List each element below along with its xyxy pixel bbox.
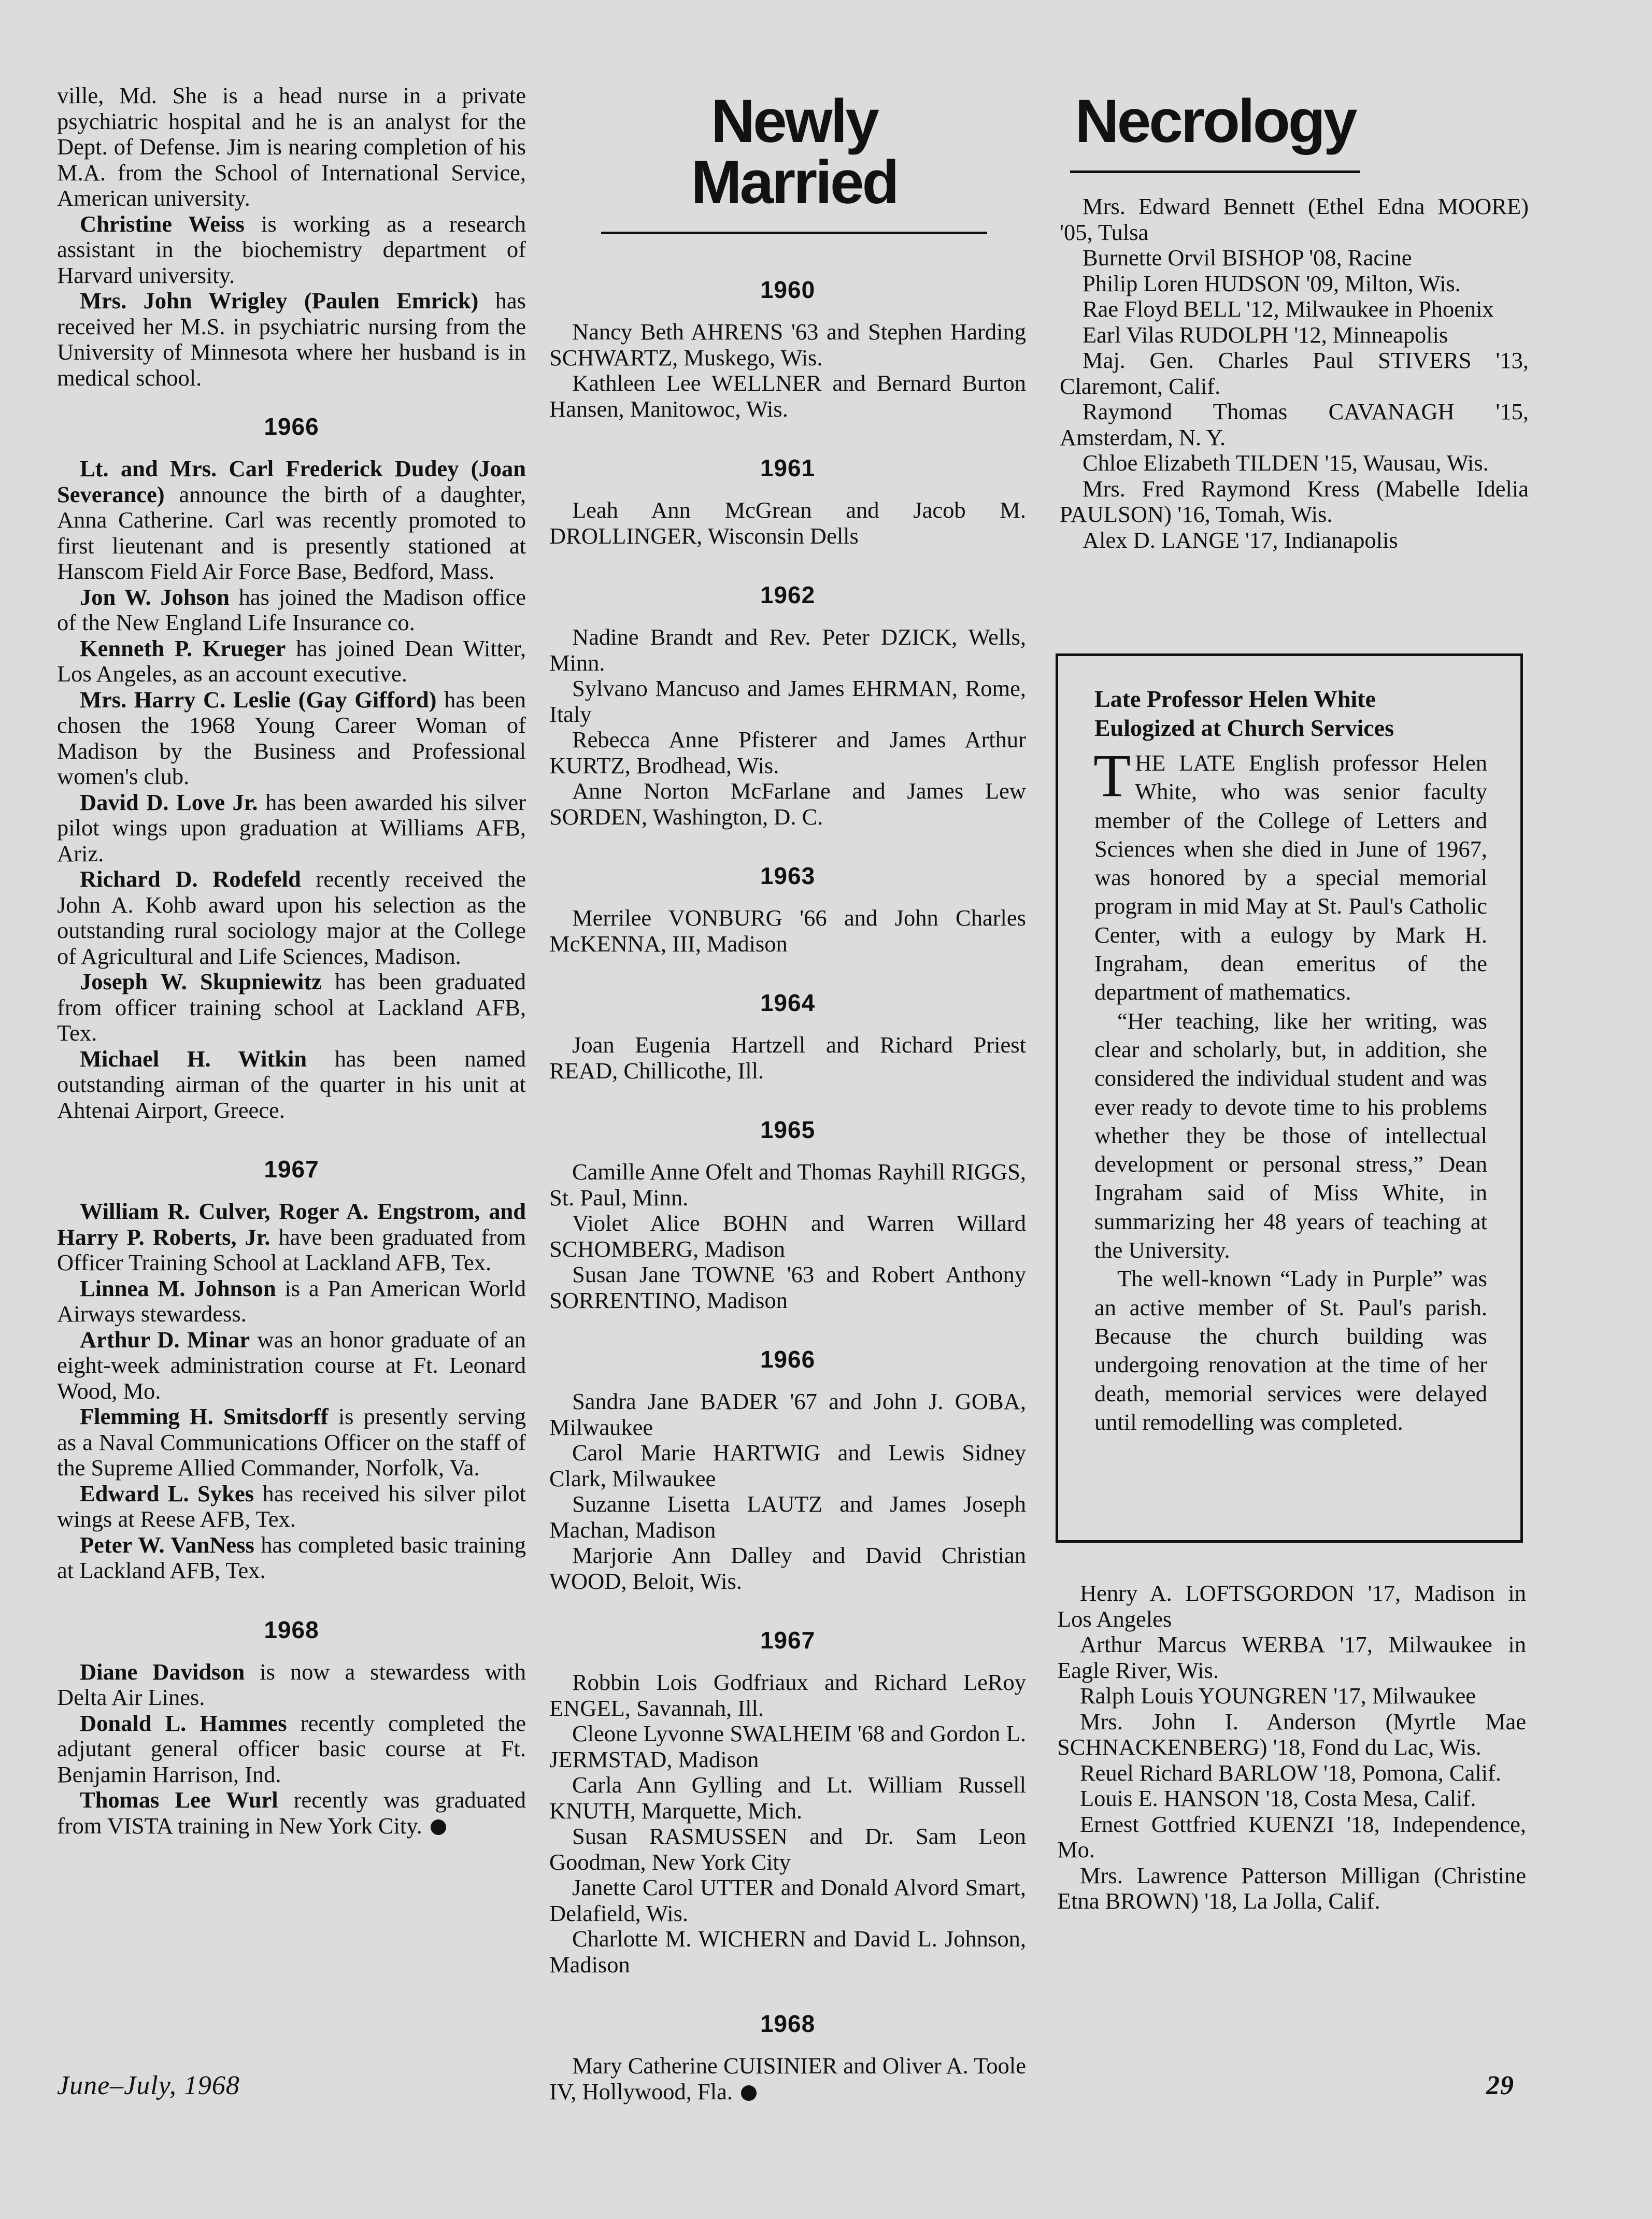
year-heading: 1965 xyxy=(760,1116,816,1143)
note-item: Linnea M. Johnson is a Pan American World Airways stewardess. xyxy=(57,1275,526,1327)
note-item: Edward L. Sykes has received his silver pilot wings at Reese AFB, Tex. xyxy=(57,1480,526,1532)
necrology-entry: Earl Vilas RUDOLPH '12, Minneapolis xyxy=(1083,321,1448,348)
person-name: Flemming H. Smitsdorff xyxy=(80,1403,329,1429)
marriage-entry: Merrilee VONBURG '66 and John Charles McKENNA, III, Madison xyxy=(549,905,1026,957)
newly-married-column xyxy=(549,87,1026,2104)
marriage-entry: Violet Alice BOHN and Warren Willard SCHOMBERG, Madison xyxy=(549,1210,1026,1262)
year-heading: 1960 xyxy=(760,276,816,303)
person-name: Joseph W. Skupniewitz xyxy=(80,969,322,994)
note-item: Thomas Lee Wurl recently was graduated from VISTA training in New York City. xyxy=(57,1787,526,1839)
person-name: Mrs. Harry C. Leslie (Gay Gifford) xyxy=(80,686,437,713)
person-name: Michael H. Witkin xyxy=(80,1045,307,1072)
year-heading: 1964 xyxy=(760,989,816,1016)
drop-cap: T xyxy=(1093,742,1131,809)
note-item: Kenneth P. Krueger has joined Dean Witter, Los Angeles, as an account executive. xyxy=(57,635,526,687)
year-heading: 1963 xyxy=(760,862,816,889)
person-name: Arthur D. Minar xyxy=(80,1326,250,1353)
marriage-entry: Marjorie Ann Dalley and David Christian WOOD, Beloit, Wis. xyxy=(549,1542,1026,1594)
note-item: Christine Weiss is working as a research assistant in the biochemistry department of Harvard university. xyxy=(57,210,526,288)
necrology-entry: Philip Loren HUDSON '09, Milton, Wis. xyxy=(1083,270,1461,296)
year-heading: 1966 xyxy=(264,413,319,440)
marriage-entry: Nancy Beth AHRENS '63 and Stephen Harding SCHWARTZ, Muskego, Wis. xyxy=(549,319,1026,371)
marriage-entry: Carol Marie HARTWIG and Lewis Sidney Clark, Milwaukee xyxy=(549,1440,1026,1491)
notes-group xyxy=(57,456,526,1123)
note-item: Michael H. Witkin has been named outstanding airman of the quarter in his unit at Ahtenai Airport, Greece. xyxy=(57,1045,526,1123)
note-item: Richard D. Rodefeld recently received the John A. Kohb award upon his selection as the outstanding rural sociology major at the College of Agricultural and Life Sciences, Madison. xyxy=(57,866,526,969)
necrology-entry: Raymond Thomas CAVANAGH '15, Amsterdam, N. Y. xyxy=(1060,399,1529,450)
note-item: William R. Culver, Roger A. Engstrom, and Harry P. Roberts, Jr. have been graduated from Officer Training School at Lackland AFB, Tex. xyxy=(57,1198,526,1275)
person-name: Jon W. Johson xyxy=(80,584,230,610)
section-title: Necrology xyxy=(1070,91,1360,173)
page-number: 29 xyxy=(1486,2071,1514,2100)
note-item: Peter W. VanNess has completed basic training at Lackland AFB, Tex. xyxy=(57,1531,526,1583)
year-heading: 1967 xyxy=(264,1156,319,1183)
necrology-list xyxy=(1060,194,1529,553)
marriage-entry: Cleone Lyvonne SWALHEIM '68 and Gordon L. JERMSTAD, Madison xyxy=(549,1720,1026,1772)
year-heading: 1967 xyxy=(760,1627,816,1654)
article-paragraph: THE LATE English professor Helen White, who was senior faculty member of the College of Letters and Sciences when she died in June of 1967, was honored by a special memorial program in mid May at St. Paul's Catholic Center, with a eulogy by Mark H. Ingraham, dean emeritus of the department of mathematics. xyxy=(1093,742,1487,1005)
necrology-entry: Henry A. LOFTSGORDON '17, Madison in Los Angeles xyxy=(1057,1580,1526,1632)
note-item: Lt. and Mrs. Carl Frederick Dudey (Joan Severance) announce the birth of a daughter, Anna Catherine. Carl was recently promoted to first lieutenant and is presently stationed at Hanscom Field Air Force Base, Bedford, Mass. xyxy=(57,456,526,584)
necrology-list xyxy=(1057,1581,1526,1914)
issue-date: June–July, 1968 xyxy=(57,2071,240,2100)
year-heading: 1968 xyxy=(264,1616,319,1643)
marriage-entry: Anne Norton McFarlane and James Lew SORDEN, Washington, D. C. xyxy=(549,778,1026,830)
note-item: Jon W. Johson has joined the Madison office of the New England Life Insurance co. xyxy=(57,584,526,635)
necrology-entry: Rae Floyd BELL '12, Milwaukee in Phoenix xyxy=(1083,296,1494,322)
marriage-entry: Carla Ann Gylling and Lt. William Russell KNUTH, Marquette, Mich. xyxy=(549,1772,1026,1824)
marriage-entry: Leah Ann McGrean and Jacob M. DROLLINGER, Wisconsin Dells xyxy=(549,497,1026,549)
note-item: David D. Love Jr. has been awarded his silver pilot wings upon graduation at Williams AFB, Ariz. xyxy=(57,789,526,866)
person-name: Donald L. Hammes xyxy=(80,1710,287,1736)
marriage-entry: Sylvano Mancuso and James EHRMAN, Rome, Italy xyxy=(549,675,1026,727)
notes-group xyxy=(57,211,526,391)
article-paragraph: The well-known “Lady in Purple” was an active member of St. Paul's parish. Because the church building was undergoing renovation at the time of her death, memorial services were delayed until remodelling was completed. xyxy=(1094,1265,1487,1435)
necrology-entry: Ralph Louis YOUNGREN '17, Milwaukee xyxy=(1080,1683,1476,1709)
person-name: Thomas Lee Wurl xyxy=(80,1787,278,1813)
necrology-entry: Burnette Orvil BISHOP '08, Racine xyxy=(1083,245,1412,271)
person-name: Peter W. VanNess xyxy=(80,1531,254,1558)
note-item: Mrs. Harry C. Leslie (Gay Gifford) has been chosen the 1968 Young Career Woman of Madison by the Business and Professional women's club. xyxy=(57,686,526,789)
note-item: Diane Davidson is now a stewardess with Delta Air Lines. xyxy=(57,1658,526,1710)
marriage-entry: Suzanne Lisetta LAUTZ and James Joseph Machan, Madison xyxy=(549,1491,1026,1543)
necrology-entry: Alex D. LANGE '17, Indianapolis xyxy=(1083,527,1398,553)
necrology-entry: Ernest Gottfried KUENZI '18, Independence, Mo. xyxy=(1057,1811,1526,1862)
necrology-column xyxy=(1060,87,1529,553)
marriage-entry: Joan Eugenia Hartzell and Richard Priest READ, Chillicothe, Ill. xyxy=(549,1032,1026,1084)
necrology-entry: Mrs. Lawrence Patterson Milligan (Christine Etna BROWN) '18, La Jolla, Calif. xyxy=(1057,1862,1526,1914)
note-item: Flemming H. Smitsdorff is presently serving as a Naval Communications Officer on the staff of the Supreme Allied Commander, Norfolk, Va. xyxy=(57,1403,526,1481)
year-heading: 1966 xyxy=(760,1346,816,1373)
necrology-entry: Reuel Richard BARLOW '18, Pomona, Calif. xyxy=(1080,1759,1502,1786)
intro-paragraph: ville, Md. She is a head nurse in a private psychiatric hospital and he is an analyst for the Dept. of Defense. Jim is nearing completion of his M.A. from the School of International Service, American university. xyxy=(57,82,526,211)
person-name: William R. Culver, Roger A. Engstrom, and Harry P. Roberts, Jr. xyxy=(57,1198,526,1250)
article-title: Late Professor Helen White Eulogized at Church Services xyxy=(1094,686,1394,741)
marriage-entry: Nadine Brandt and Rev. Peter DZICK, Wells, Minn. xyxy=(549,624,1026,676)
article-paragraph: “Her teaching, like her writing, was clear and scholarly, but, in addition, she considered the individual student and was ever ready to devote time to his problems whether they be those of intellectual development or personal stress,” Dean Ingraham said of Miss White, in summarizing her 48 years of teaching at the University. xyxy=(1094,1007,1487,1263)
person-name: Kenneth P. Krueger xyxy=(80,635,286,661)
year-heading: 1961 xyxy=(760,454,816,481)
marriage-entry: Sandra Jane BADER '67 and John J. GOBA, Milwaukee xyxy=(549,1388,1026,1440)
class-notes-column xyxy=(57,83,526,1839)
person-name: Lt. and Mrs. Carl Frederick Dudey (Joan Severance) xyxy=(57,456,526,507)
notes-group xyxy=(57,1659,526,1839)
person-name: Christine Weiss xyxy=(80,210,245,237)
necrology-entry: Chloe Elizabeth TILDEN '15, Wausau, Wis. xyxy=(1083,450,1489,476)
note-item: Arthur D. Minar was an honor graduate of an eight-week administration course at Ft. Leonard Wood, Mo. xyxy=(57,1326,526,1404)
necrology-entry: Arthur Marcus WERBA '17, Milwaukee in Eagle River, Wis. xyxy=(1057,1631,1526,1683)
year-heading: 1962 xyxy=(760,581,816,608)
necrology-entry: Louis E. HANSON '18, Costa Mesa, Calif. xyxy=(1080,1785,1476,1811)
marriage-entry: Kathleen Lee WELLNER and Bernard Burton Hansen, Manitowoc, Wis. xyxy=(549,370,1026,422)
necrology-entry: Mrs. Fred Raymond Kress (Mabelle Idelia PAULSON) '16, Tomah, Wis. xyxy=(1060,475,1529,527)
marriage-entry: Susan RASMUSSEN and Dr. Sam Leon Goodman, New York City xyxy=(549,1823,1026,1875)
necrology-entry: Mrs. Edward Bennett (Ethel Edna MOORE) '05, Tulsa xyxy=(1060,193,1529,245)
marriage-entry: Robbin Lois Godfriaux and Richard LeRoy ENGEL, Savannah, Ill. xyxy=(549,1669,1026,1721)
end-bullet-icon xyxy=(741,2085,757,2101)
marriage-entry: Susan Jane TOWNE '63 and Robert Anthony SORRENTINO, Madison xyxy=(549,1261,1026,1313)
year-heading: 1968 xyxy=(760,2010,816,2037)
marriage-entry: Rebecca Anne Pfisterer and James Arthur KURTZ, Brodhead, Wis. xyxy=(549,727,1026,778)
section-title: Newly Married xyxy=(601,91,987,234)
necrology-entry: Maj. Gen. Charles Paul STIVERS '13, Claremont, Calif. xyxy=(1060,347,1529,399)
person-name: Mrs. John Wrigley (Paulen Emrick) xyxy=(80,288,479,314)
note-item: Donald L. Hammes recently completed the adjutant general officer basic course at Ft. Benjamin Harrison, Ind. xyxy=(57,1710,526,1787)
memorial-article xyxy=(1056,653,1523,1543)
note-item: Joseph W. Skupniewitz has been graduated from officer training school at Lackland AFB, Tex. xyxy=(57,969,526,1046)
person-name: David D. Love Jr. xyxy=(80,789,258,815)
married-list xyxy=(549,276,1026,2104)
marriage-entry: Camille Anne Ofelt and Thomas Rayhill RIGGS, St. Paul, Minn. xyxy=(549,1159,1026,1211)
person-name: Diane Davidson xyxy=(80,1658,245,1685)
end-bullet-icon xyxy=(431,1819,446,1835)
person-name: Edward L. Sykes xyxy=(80,1480,254,1506)
note-item: Mrs. John Wrigley (Paulen Emrick) has received her M.S. in psychiatric nursing from the University of Minnesota where her husband is in medical school. xyxy=(57,288,526,391)
marriage-entry: Charlotte M. WICHERN and David L. Johnson, Madison xyxy=(549,1926,1026,1978)
person-name: Linnea M. Johnson xyxy=(80,1275,276,1301)
marriage-entry: Mary Catherine CUISINIER and Oliver A. Toole IV, Hollywood, Fla. xyxy=(549,2053,1026,2104)
necrology-entry: Mrs. John I. Anderson (Myrtle Mae SCHNACKENBERG) '18, Fond du Lac, Wis. xyxy=(1057,1708,1526,1760)
marriage-entry: Janette Carol UTTER and Donald Alvord Smart, Delafield, Wis. xyxy=(549,1874,1026,1926)
notes-group xyxy=(57,1199,526,1584)
person-name: Richard D. Rodefeld xyxy=(80,866,301,892)
